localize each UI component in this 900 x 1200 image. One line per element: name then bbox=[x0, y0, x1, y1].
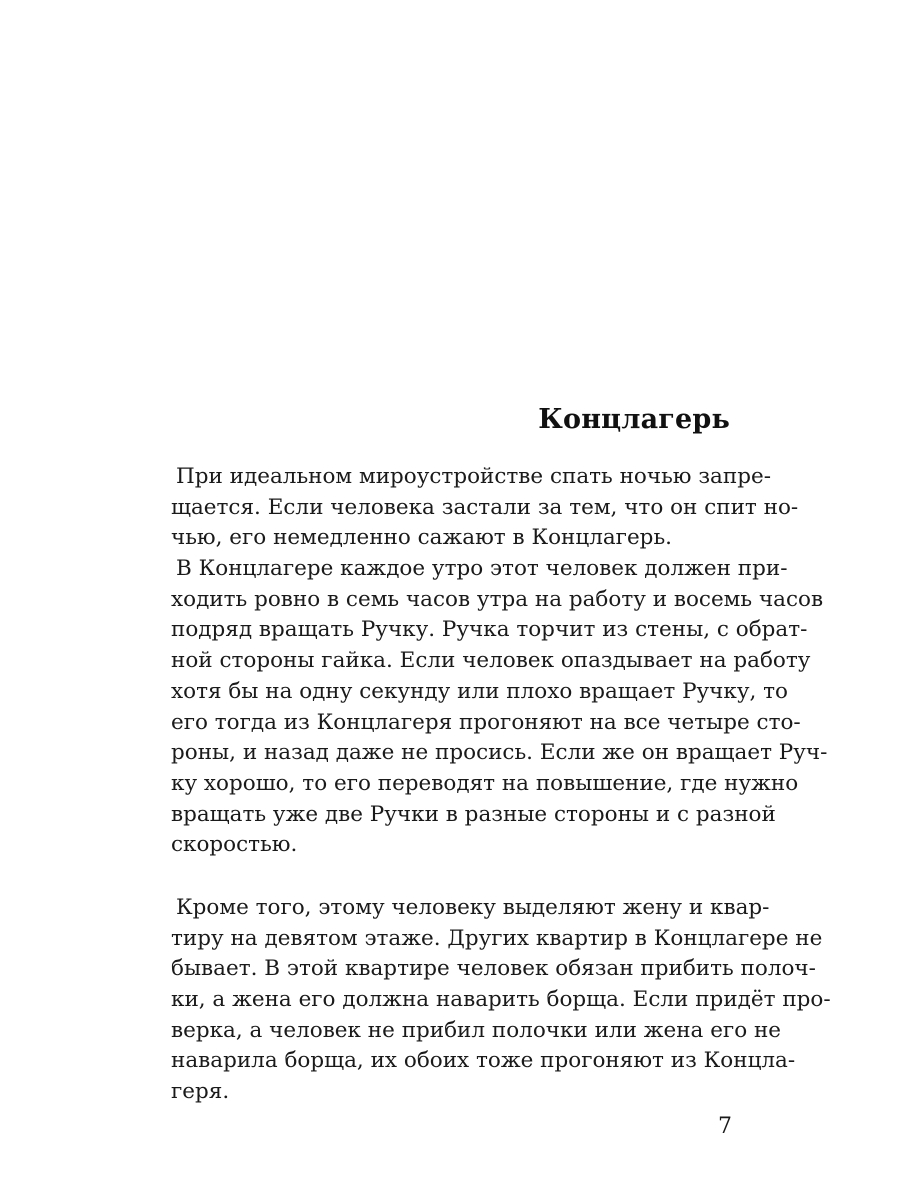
text-line: В Концлагере каждое утро этот человек должен при- bbox=[176, 556, 788, 582]
paragraph-3 bbox=[171, 893, 831, 1108]
body-text bbox=[171, 462, 831, 1108]
text-line: наварила борща, их обоих тоже прогоняют из Концла- bbox=[171, 1048, 796, 1074]
text-line: чью, его немедленно сажают в Концлагерь. bbox=[171, 525, 672, 551]
paragraph-1 bbox=[171, 462, 799, 554]
text-line: скоростью. bbox=[171, 832, 298, 858]
text-line: верка, а человек не прибил полочки или жена его не bbox=[171, 1017, 782, 1043]
text-line: роны, и назад даже не просись. Если же он вращает Руч- bbox=[171, 740, 828, 766]
section-break bbox=[171, 861, 731, 893]
text-line: его тогда из Концлагеря прогоняют на все четыре сто- bbox=[171, 709, 801, 735]
text-line: тиру на девятом этаже. Других квартир в Концлагере не bbox=[171, 925, 823, 951]
text-line: геря. bbox=[171, 1079, 230, 1105]
text-line: бывает. В этой квартире человек обязан прибить полоч- bbox=[171, 956, 816, 982]
text-line: ки, а жена его должна наварить борща. Если придёт про- bbox=[171, 987, 831, 1012]
text-line: ной стороны гайка. Если человек опаздывает на работу bbox=[171, 648, 811, 674]
text-line: При идеальном мироустройстве спать ночью запре- bbox=[176, 464, 771, 489]
text-line: подряд вращать Ручку. Ручка торчит из стены, с обрат- bbox=[171, 617, 808, 643]
text-line: щается. Если человека застали за тем, что он спит но- bbox=[171, 494, 799, 520]
text-line: хотя бы на одну секунду или плохо вращает Ручку, то bbox=[171, 678, 788, 704]
chapter-title: Концлагерь bbox=[538, 404, 730, 435]
text-line: вращать уже две Ручки в разные стороны и с разной bbox=[171, 801, 776, 827]
text-line: ходить ровно в семь часов утра на работу и восемь часов bbox=[171, 586, 824, 612]
page-number: 7 bbox=[718, 1114, 732, 1139]
text-line: Кроме того, этому человеку выделяют жену и квар- bbox=[176, 894, 770, 920]
text-line: ку хорошо, то его переводят на повышение, где нужно bbox=[171, 770, 799, 796]
paragraph-2 bbox=[171, 554, 828, 861]
